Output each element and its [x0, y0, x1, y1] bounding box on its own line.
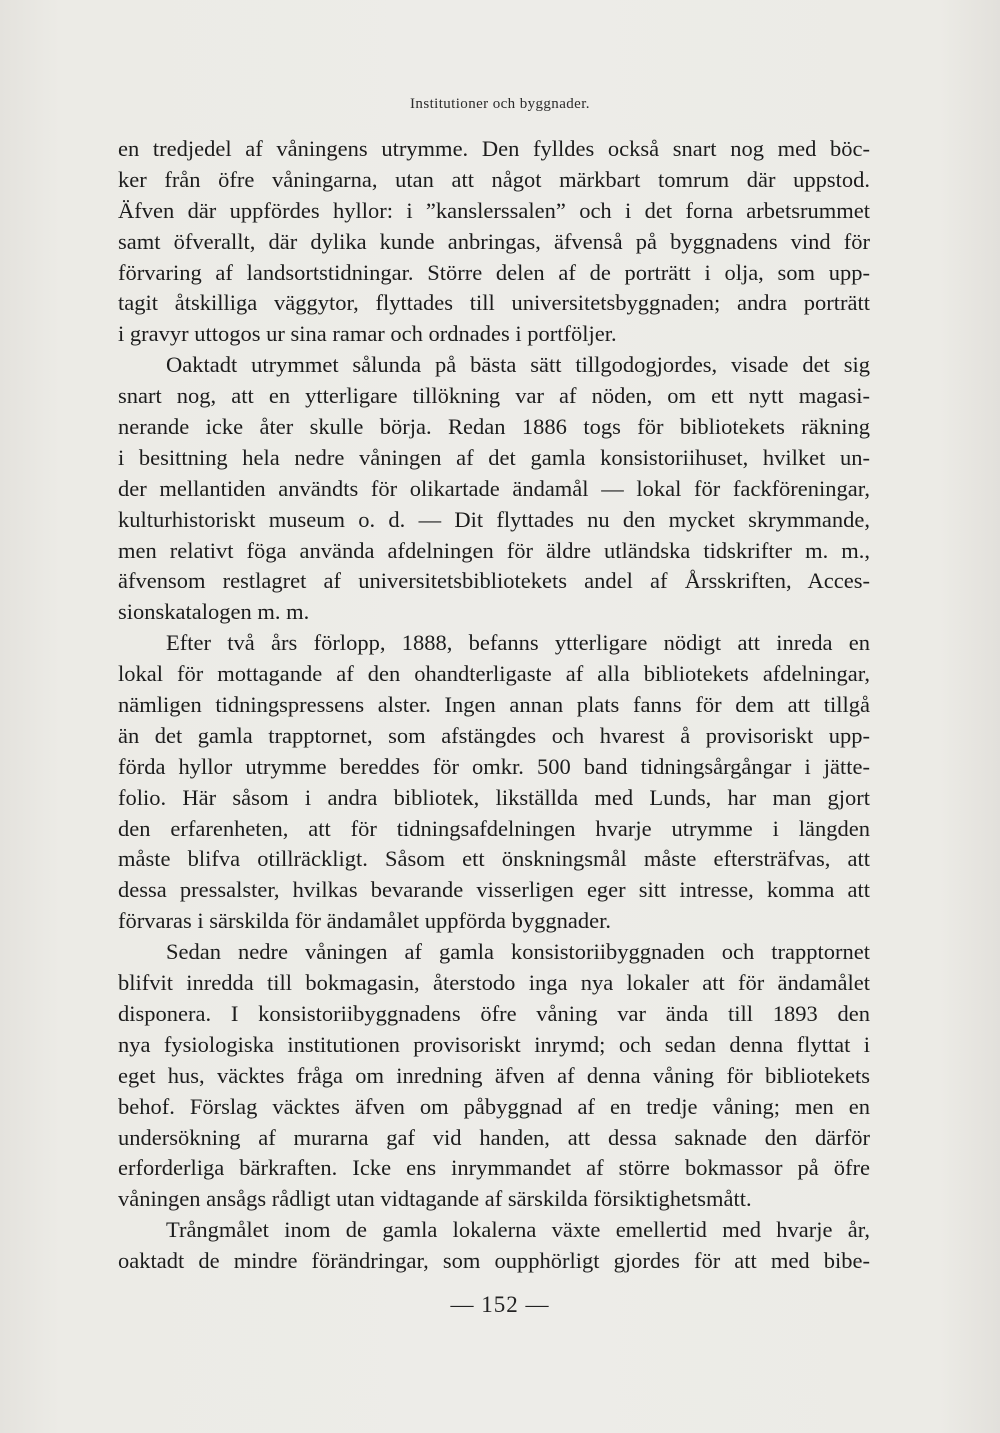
- text-line: våningen ansågs rådligt utan vidtagande af särskilda försiktighetsmått.: [118, 1186, 752, 1212]
- text-line: disponera. I konsistoriibyggnadens öfre våning var ända till 1893 den: [118, 1000, 870, 1026]
- text-line: förvaras i särskilda för ändamålet uppförda byggnader.: [118, 908, 611, 934]
- text-line: behof. Förslag väcktes äfven om påbyggnad af en tredje våning; men en: [118, 1093, 870, 1119]
- text-line: sionskatalogen m. m.: [118, 599, 310, 625]
- text-line: samt öfverallt, där dylika kunde anbringas, äfvenså på byggnadens vind för: [118, 228, 870, 254]
- text-line: Oaktadt utrymmet sålunda på bästa sätt tillgodogjordes, visade det sig: [166, 352, 870, 378]
- body-text: [118, 134, 870, 1277]
- text-line: dessa pressalster, hvilkas bevarande visserligen eger sitt intresse, komma att: [118, 877, 870, 903]
- text-line: folio. Här såsom i andra bibliotek, likställda med Lunds, har man gjort: [118, 784, 870, 810]
- text-line: Trångmålet inom de gamla lokalerna växte emellertid med hvarje år,: [166, 1217, 870, 1243]
- text-line: undersökning af murarna gaf vid handen, att dessa saknade den därför: [118, 1124, 870, 1150]
- text-line: nya fysiologiska institutionen provisoriskt inrymd; och sedan denna flyttat i: [118, 1031, 870, 1057]
- text-line: Efter två års förlopp, 1888, befanns ytterligare nödigt att inreda en: [166, 630, 870, 656]
- text-line: erforderliga bärkraften. Icke ens inrymmandet af större bokmassor på öfre: [118, 1155, 870, 1181]
- text-line: i besittning hela nedre våningen af det gamla konsistoriihuset, hvilket un-: [118, 444, 870, 470]
- text-line: oaktadt de mindre förändringar, som oupphörligt gjordes för att med bibe-: [118, 1248, 870, 1274]
- text-line: förvaring af landsortstidningar. Större delen af de porträtt i olja, som upp-: [118, 259, 870, 285]
- text-line: Äfven där uppfördes hyllor: i ”kanslerssalen” och i det forna arbetsrummet: [118, 197, 870, 223]
- text-line: der mellantiden användts för olikartade ändamål — lokal för fackföreningar,: [118, 475, 870, 501]
- text-line: förda hyllor utrymme bereddes för omkr. 500 band tidningsårgångar i jätte-: [118, 753, 870, 779]
- text-line: men relativt föga använda afdelningen för äldre utländska tidskrifter m. m.,: [118, 537, 870, 563]
- text-line: måste blifva otillräckligt. Såsom ett önskningsmål måste eftersträfvas, att: [118, 846, 870, 872]
- text-line: ker från öfre våningarna, utan att något märkbart tomrum där uppstod.: [118, 166, 870, 192]
- text-line: äfvensom restlagret af universitetsbibliotekets andel af Årsskriften, Acces-: [118, 568, 870, 594]
- text-line: Sedan nedre våningen af gamla konsistoriibyggnaden och trapptornet: [166, 939, 870, 965]
- text-line: eget hus, väcktes fråga om inredning äfven af denna våning för bibliotekets: [118, 1062, 870, 1088]
- text-line: nerande icke åter skulle börja. Redan 1886 togs för bibliotekets räkning: [118, 414, 870, 440]
- text-line: tagit åtskilliga väggytor, flyttades till universitetsbyggnaden; andra porträtt: [118, 290, 870, 316]
- text-line: lokal för mottagande af den ohandterligaste af alla bibliotekets afdelningar,: [118, 661, 870, 687]
- text-line: blifvit inredda till bokmagasin, återstodo inga nya lokaler att för ändamålet: [118, 970, 870, 996]
- text-line: än det gamla trapptornet, som afstängdes och hvarest å provisoriskt upp-: [118, 722, 870, 748]
- text-line: snart nog, att en ytterligare tillökning var af nöden, om ett nytt magasi-: [118, 383, 870, 409]
- text-line: nämligen tidningspressens alster. Ingen annan plats fanns för dem att tillgå: [118, 692, 870, 718]
- text-line: den erfarenheten, att för tidningsafdelningen hvarje utrymme i längden: [118, 815, 870, 841]
- page-number: — 152 —: [450, 1292, 550, 1317]
- text-line: en tredjedel af våningens utrymme. Den fylldes också snart nog med böc-: [118, 136, 870, 161]
- text-line: kulturhistoriskt museum o. d. — Dit flyttades nu den mycket skrymmande,: [118, 506, 870, 532]
- running-head: Institutioner och byggnader.: [410, 96, 590, 112]
- text-line: i gravyr uttogos ur sina ramar och ordnades i portföljer.: [118, 321, 617, 347]
